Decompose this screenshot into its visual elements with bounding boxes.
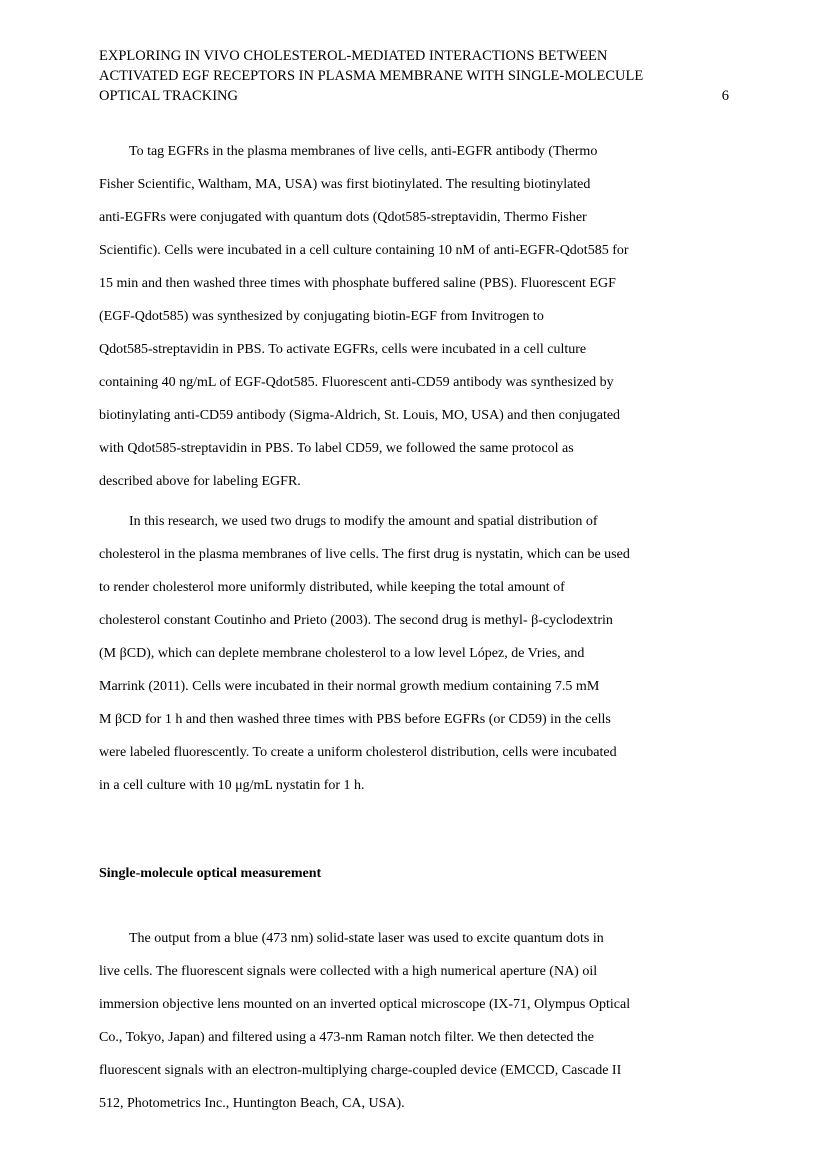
text-line: To tag EGFRs in the plasma membranes of live cells, anti-EGFR antibody (Thermo [129, 144, 598, 159]
paragraph-optical-measurement [99, 922, 739, 1120]
paragraph-cell-labeling [99, 135, 739, 498]
text-line: Qdot585-streptavidin in PBS. To activate EGFRs, cells were incubated in a cell culture [99, 342, 587, 357]
text-line: Fisher Scientific, Waltham, MA, USA) was first biotinylated. The resulting biotinylated [99, 177, 591, 192]
text-line: 15 min and then washed three times with phosphate buffered saline (PBS). Fluorescent EGF [99, 276, 616, 291]
text-line: (EGF-Qdot585) was synthesized by conjugating biotin-EGF from Invitrogen to [99, 309, 544, 324]
text-line: The output from a blue (473 nm) solid-state laser was used to excite quantum dots in [129, 931, 604, 946]
text-line: biotinylating anti-CD59 antibody (Sigma-Aldrich, St. Louis, MO, USA) and then conjugated [99, 408, 621, 423]
text-line: with Qdot585-streptavidin in PBS. To label CD59, we followed the same protocol as [99, 441, 574, 456]
text-line: to render cholesterol more uniformly distributed, while keeping the total amount of [99, 580, 565, 595]
running-head [99, 46, 729, 106]
text-line: Marrink (2011). Cells were incubated in their normal growth medium containing 7.5 mM [99, 679, 600, 694]
text-line: 512, Photometrics Inc., Huntington Beach, CA, USA). [99, 1096, 405, 1111]
text-line: fluorescent signals with an electron-multiplying charge-coupled device (EMCCD, Cascade II [99, 1063, 622, 1078]
text-line: ACTIVATED EGF RECEPTORS IN PLASMA MEMBRANE WITH SINGLE-MOLECULE [99, 68, 644, 84]
text-line: Scientific). Cells were incubated in a cell culture containing 10 nM of anti-EGFR-Qdot585 for [99, 243, 629, 258]
text-line: EXPLORING IN VIVO CHOLESTEROL-MEDIATED INTERACTIONS BETWEEN [99, 48, 608, 64]
text-line: were labeled fluorescently. To create a uniform cholesterol distribution, cells were incubated [99, 745, 617, 760]
paragraph-cholesterol-drugs [99, 505, 739, 802]
section-heading: Single-molecule optical measurement [99, 866, 322, 881]
text-line: anti-EGFRs were conjugated with quantum dots (Qdot585-streptavidin, Thermo Fisher [99, 210, 587, 225]
text-line: cholesterol in the plasma membranes of live cells. The first drug is nystatin, which can be used [99, 547, 630, 562]
text-line: cholesterol constant Coutinho and Prieto (2003). The second drug is methyl- β-cyclodextrin [99, 613, 613, 628]
text-line: containing 40 ng/mL of EGF-Qdot585. Fluorescent anti-CD59 antibody was synthesized by [99, 375, 614, 390]
text-line: immersion objective lens mounted on an inverted optical microscope (IX-71, Olympus Optical [99, 997, 631, 1012]
text-line: In this research, we used two drugs to modify the amount and spatial distribution of [129, 514, 598, 529]
page-number: 6 [721, 88, 729, 104]
text-line: live cells. The fluorescent signals were collected with a high numerical aperture (NA) oil [99, 964, 598, 979]
text-line: OPTICAL TRACKING [99, 88, 238, 104]
text-line: M βCD for 1 h and then washed three times with PBS before EGFRs (or CD59) in the cells [99, 712, 611, 727]
text-line: described above for labeling EGFR. [99, 474, 301, 489]
text-line: Co., Tokyo, Japan) and filtered using a 473-nm Raman notch filter. We then detected the [99, 1030, 595, 1045]
running-head-lines [99, 46, 729, 106]
text-line: in a cell culture with 10 μg/mL nystatin for 1 h. [99, 778, 365, 793]
text-line: (M βCD), which can deplete membrane cholesterol to a low level López, de Vries, and [99, 646, 585, 661]
